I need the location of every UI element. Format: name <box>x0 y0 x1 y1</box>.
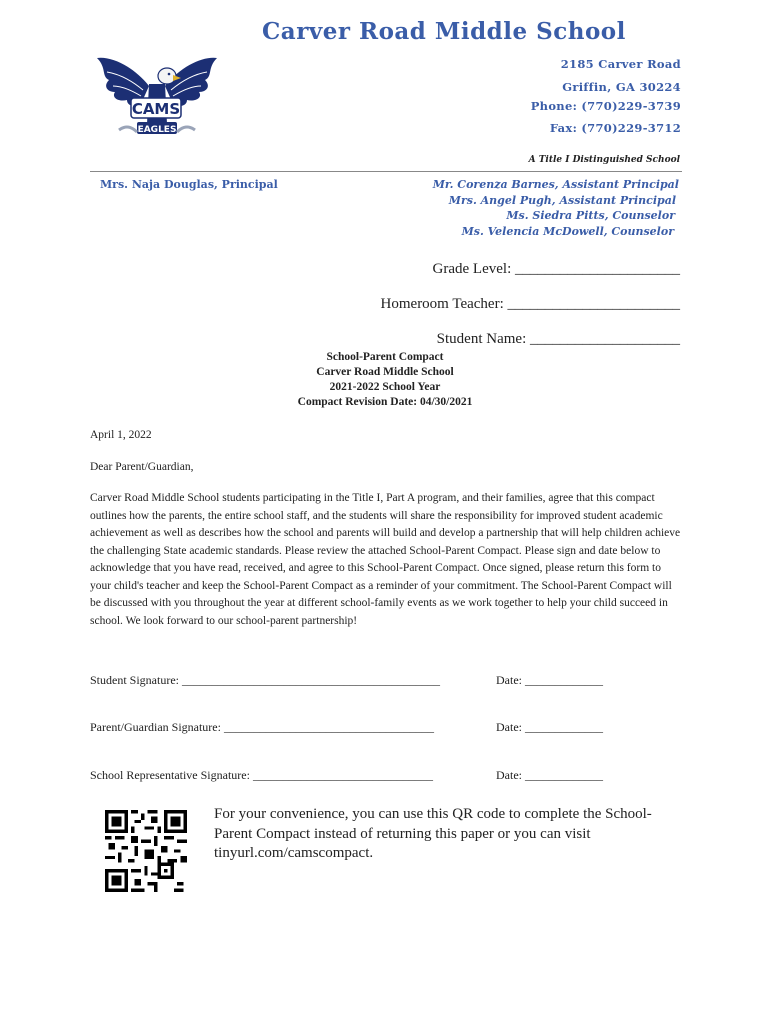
compact-line: Carver Road Middle School <box>316 366 454 378</box>
letter-salutation: Dear Parent/Guardian, <box>90 461 194 473</box>
student-signature-line[interactable]: Student Signature: ___________________________________________ <box>90 673 440 687</box>
compact-title <box>0 350 770 410</box>
school-city: Griffin, GA 30224 <box>562 80 681 94</box>
parent-signature-line[interactable]: Parent/Guardian Signature: ___________________________________ <box>90 720 434 734</box>
school-name: Carver Road Middle School <box>262 18 626 45</box>
principal-name: Mrs. Naja Douglas, Principal <box>100 178 278 191</box>
student-date-line[interactable]: Date: _____________ <box>496 673 603 687</box>
compact-line: 2021-2022 School Year <box>329 381 441 393</box>
svg-text:EAGLES: EAGLES <box>137 125 177 135</box>
school-rep-signature-line[interactable]: School Representative Signature: ______________________________ <box>90 768 433 782</box>
compact-line: Compact Revision Date: 04/30/2021 <box>297 396 473 408</box>
compact-line: School-Parent Compact <box>326 351 444 363</box>
student-name-field[interactable]: Student Name: ____________________ <box>436 331 680 347</box>
staff-line: Ms. Velencia McDowell, Counselor <box>461 225 674 238</box>
eagle-logo-icon <box>93 46 221 142</box>
staff-line: Mr. Corenza Barnes, Assistant Principal <box>432 178 679 191</box>
staff-line: Mrs. Angel Pugh, Assistant Principal <box>448 194 676 207</box>
parent-date-line[interactable]: Date: _____________ <box>496 720 603 734</box>
school-phone: Phone: (770)229-3739 <box>530 99 681 113</box>
distinction-text: A Title I Distinguished School <box>528 155 680 165</box>
grade-level-field[interactable]: Grade Level: ______________________ <box>432 261 680 277</box>
school-fax: Fax: (770)229-3712 <box>549 121 681 135</box>
homeroom-teacher-field[interactable]: Homeroom Teacher: _______________________ <box>380 296 680 312</box>
staff-line: Ms. Siedra Pitts, Counselor <box>506 209 675 222</box>
header-divider <box>90 171 682 172</box>
svg-text:CAMS: CAMS <box>131 100 181 118</box>
letter-body: Carver Road Middle School students participating in the Title I, Part A program, and their families, agree that this compact outlines how the parents, the entire school staff, and the students will share the responsibility for improved student academic achievement as well as describes how the school and parents will build and develop a partnership that will help children achieve the challenging State academic standards. Please review the attached School-Parent Compact. Please sign and date below to acknowledge that you have read, received, and agree to this School-Parent Compact. Once signed, please return this form to your child's teacher and keep the School-Parent Compact as a reminder of your commitment. The School-Parent Compact will be discussed with you throughout the year at different school-family events as we work together to help your child succeed in school. We look forward to our school-parent partnership! <box>90 492 681 627</box>
letter-date: April 1, 2022 <box>90 429 152 441</box>
school-rep-date-line[interactable]: Date: _____________ <box>496 768 603 782</box>
qr-code-icon[interactable] <box>105 810 187 892</box>
school-address: 2185 Carver Road <box>560 57 681 71</box>
qr-instructions: For your convenience, you can use this QR code to complete the School-Parent Compact instead of returning this paper or you can visit tinyurl.com/camscompact. <box>214 806 652 861</box>
